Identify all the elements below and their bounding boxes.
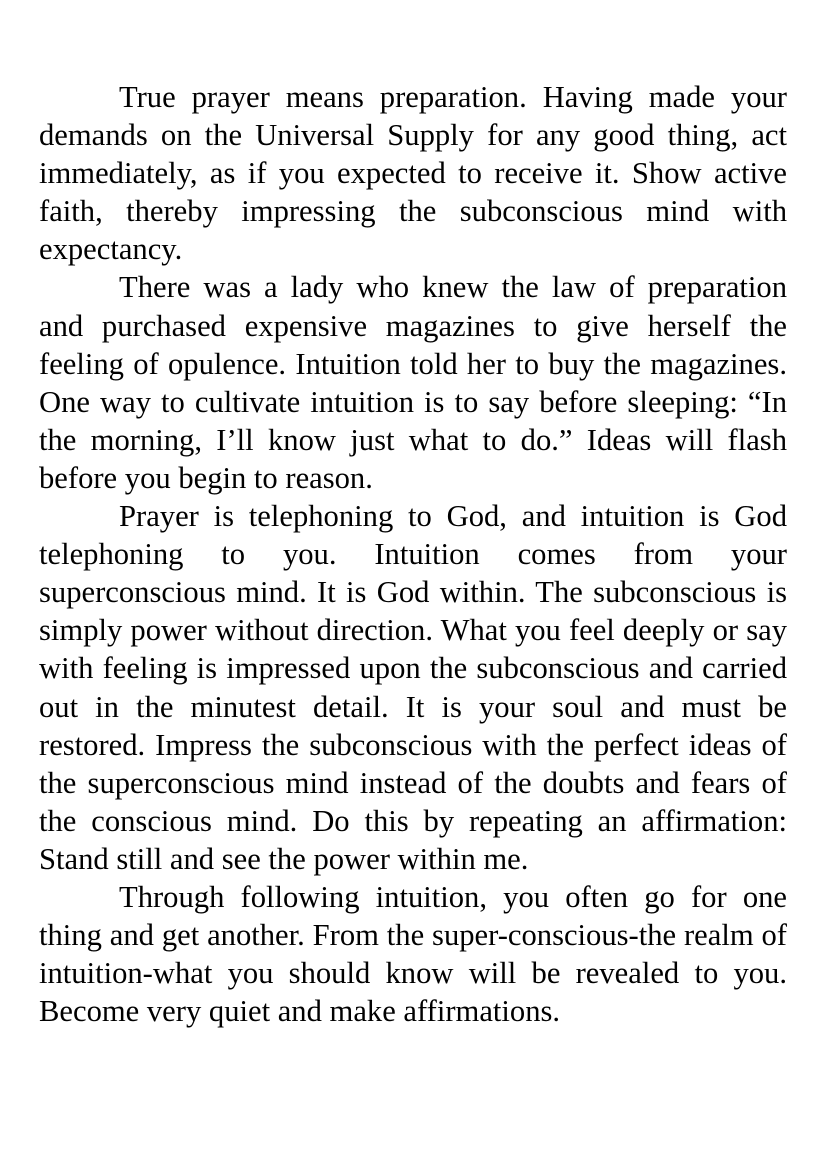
paragraph-4: Through following intuition, you often go for one thing and get another. From the super-conscious-the realm of intuition-what you should know will be revealed to you. Become very quiet and make affirmations. [39,879,787,1029]
document-page [39,78,787,1030]
paragraph-1: True prayer means preparation. Having made your demands on the Universal Supply for any good thing, act immediately, as if you expected to receive it. Show active faith, thereby impressing the subconscious mind with expectancy. [39,80,787,267]
paragraph-3: Prayer is telephoning to God, and intuition is God telephoning to you. Intuition comes from your superconscious mind. It is God within. The subconscious is simply power without direction. What you feel deeply or say with feeling is impressed upon the subconscious and carried out in the minutest detail. It is your soul and must be restored. Impress the subconscious with the perfect ideas of the superconscious mind instead of the doubts and fears of the conscious mind. Do this by repeating an affirmation: Stand still and see the power within me. [39,499,787,876]
paragraph-2: There was a lady who knew the law of preparation and purchased expensive magazines to give herself the feeling of opulence. Intuition told her to buy the magazines. One way to cultivate intuition is to say before sleeping: “In the morning, I’ll know just what to do.” Ideas will flash before you begin to reason. [39,270,787,495]
